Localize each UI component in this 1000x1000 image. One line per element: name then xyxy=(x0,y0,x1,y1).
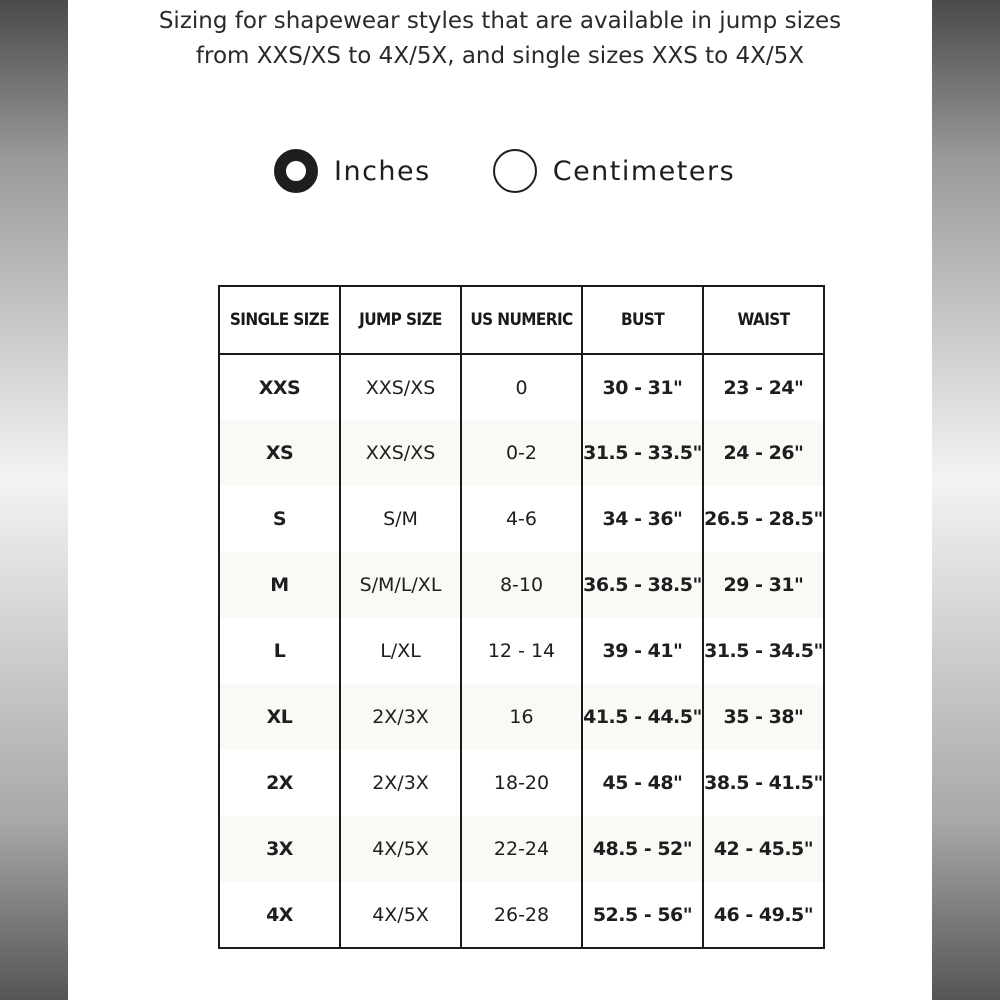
cell-bust: 39 - 41" xyxy=(582,618,703,684)
table-row xyxy=(219,486,824,552)
cell-jump-size: 4X/5X xyxy=(340,882,461,948)
cell-waist: 31.5 - 34.5" xyxy=(703,618,824,684)
cell-waist: 23 - 24" xyxy=(703,354,824,420)
cell-single-size: 2X xyxy=(219,750,340,816)
cell-single-size: S xyxy=(219,486,340,552)
cell-jump-size: 2X/3X xyxy=(340,684,461,750)
cell-single-size: XL xyxy=(219,684,340,750)
cell-jump-size: S/M xyxy=(340,486,461,552)
cell-bust: 41.5 - 44.5" xyxy=(582,684,703,750)
cell-waist: 38.5 - 41.5" xyxy=(703,750,824,816)
cell-waist: 35 - 38" xyxy=(703,684,824,750)
cell-single-size: 4X xyxy=(219,882,340,948)
table-row xyxy=(219,750,824,816)
radio-label-inches: Inches xyxy=(334,155,431,187)
cell-jump-size: S/M/L/XL xyxy=(340,552,461,618)
cell-jump-size: XXS/XS xyxy=(340,420,461,486)
table-row xyxy=(219,684,824,750)
cell-us-numeric: 12 - 14 xyxy=(461,618,582,684)
cell-jump-size: XXS/XS xyxy=(340,354,461,420)
cell-single-size: 3X xyxy=(219,816,340,882)
table-row xyxy=(219,420,824,486)
cell-waist: 42 - 45.5" xyxy=(703,816,824,882)
left-background-band xyxy=(0,0,68,1000)
cell-bust: 31.5 - 33.5" xyxy=(582,420,703,486)
table-row xyxy=(219,354,824,420)
radio-label-centimeters: Centimeters xyxy=(552,155,736,187)
cell-single-size: XS xyxy=(219,420,340,486)
table-row xyxy=(219,618,824,684)
cell-us-numeric: 18-20 xyxy=(461,750,582,816)
cell-waist: 46 - 49.5" xyxy=(703,882,824,948)
cell-jump-size: 2X/3X xyxy=(340,750,461,816)
cell-us-numeric: 0-2 xyxy=(461,420,582,486)
cell-us-numeric: 22-24 xyxy=(461,816,582,882)
table-row xyxy=(219,816,824,882)
intro-text: Sizing for shapewear styles that are available in jump sizes from XXS/XS to 4X/5X, and single sizes XXS to 4X/5X xyxy=(158,8,842,69)
size-table xyxy=(218,285,825,949)
cell-single-size: M xyxy=(219,552,340,618)
cell-us-numeric: 8-10 xyxy=(461,552,582,618)
cell-bust: 30 - 31" xyxy=(582,354,703,420)
header-single-size: SINGLE SIZE xyxy=(219,286,340,354)
header-us-numeric: US NUMERIC xyxy=(461,286,582,354)
header-bust: BUST xyxy=(582,286,703,354)
cell-us-numeric: 0 xyxy=(461,354,582,420)
cell-jump-size: L/XL xyxy=(340,618,461,684)
header-jump-size: JUMP SIZE xyxy=(340,286,461,354)
table-row xyxy=(219,882,824,948)
header-waist: WAIST xyxy=(703,286,824,354)
radio-option-inches[interactable] xyxy=(274,149,431,193)
table-header-row xyxy=(219,286,824,354)
cell-single-size: XXS xyxy=(219,354,340,420)
cell-bust: 48.5 - 52" xyxy=(582,816,703,882)
table-row xyxy=(219,552,824,618)
cell-us-numeric: 4-6 xyxy=(461,486,582,552)
cell-us-numeric: 16 xyxy=(461,684,582,750)
cell-us-numeric: 26-28 xyxy=(461,882,582,948)
cell-bust: 34 - 36" xyxy=(582,486,703,552)
radio-selected-icon[interactable] xyxy=(274,149,318,193)
size-chart-panel xyxy=(68,0,932,1000)
cell-bust: 36.5 - 38.5" xyxy=(582,552,703,618)
radio-unselected-icon[interactable] xyxy=(493,149,537,193)
cell-waist: 24 - 26" xyxy=(703,420,824,486)
cell-jump-size: 4X/5X xyxy=(340,816,461,882)
cell-waist: 29 - 31" xyxy=(703,552,824,618)
cell-single-size: L xyxy=(219,618,340,684)
cell-bust: 45 - 48" xyxy=(582,750,703,816)
cell-waist: 26.5 - 28.5" xyxy=(703,486,824,552)
radio-option-centimeters[interactable] xyxy=(493,149,735,193)
unit-toggle xyxy=(274,148,735,194)
right-background-band xyxy=(932,0,1000,1000)
cell-bust: 52.5 - 56" xyxy=(582,882,703,948)
